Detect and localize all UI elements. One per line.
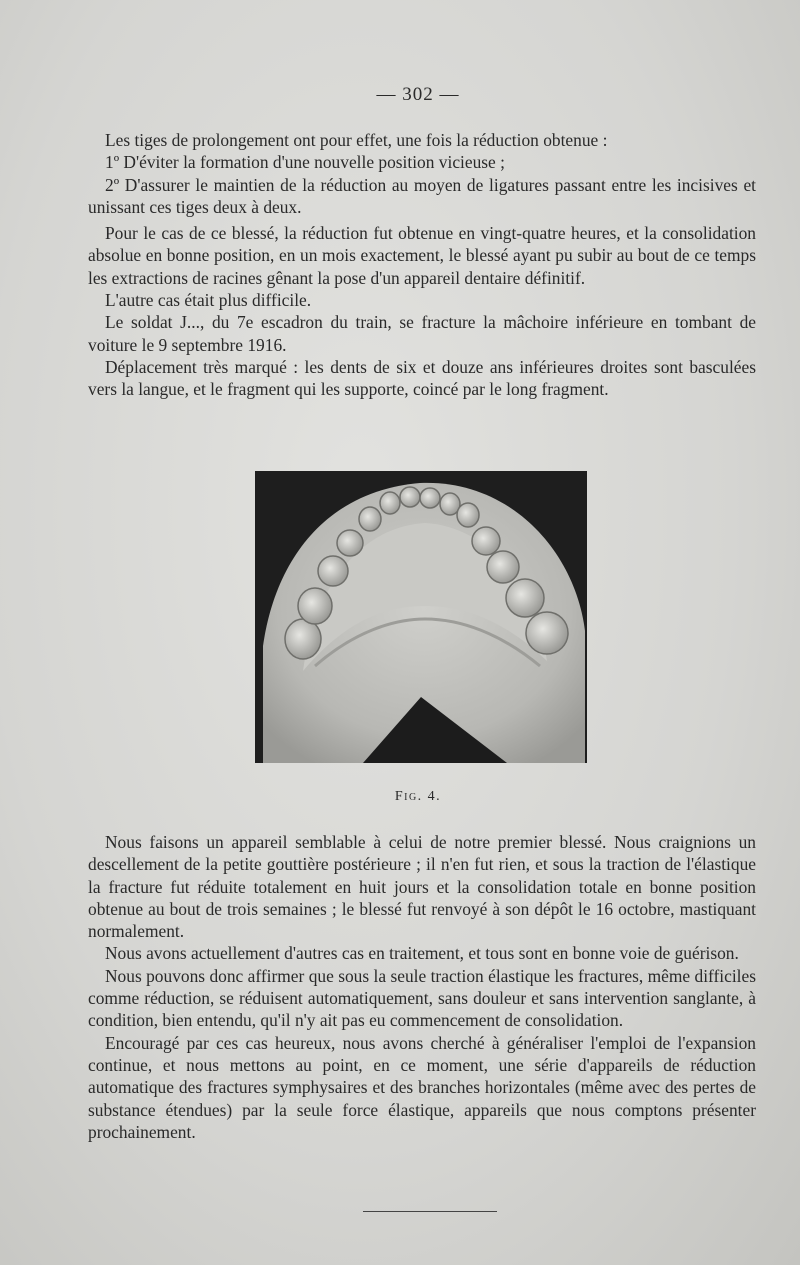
figure-jaw-cast-photo — [255, 471, 587, 763]
paragraph: Pour le cas de ce blessé, la réduction fut obtenue en vingt-quatre heures, et la consolidation absolue en bonne position, en un mois exactement, le blessé ayant pu subir au bout de ce temps les extractions de racines gênant la pose d'un appareil dentaire définitif. — [88, 223, 756, 288]
figure-caption — [0, 789, 800, 805]
paragraph: Encouragé par ces cas heureux, nous avons cherché à généraliser l'emploi de l'expansion continue, et nous mettons au point, en ce moment, une série d'appareils de réduction automatique des fractures symphysaires et des branches horizontales (même avec des pertes de substance étendues) par la seule force élastique, appareils que nous comptons présenter prochainement. — [88, 1032, 756, 1142]
list-item: 2º D'assurer le maintien de la réduction au moyen de ligatures passant entre les incisives et unissant ces tiges deux à deux. — [88, 174, 756, 217]
paragraph: Nous faisons un appareil semblable à celui de notre premier blessé. Nous craignions un descellement de la petite gouttière postérieure ; il n'en fut rien, et sous la traction de l'élastique la fracture fut réduite totalement en huit jours et la consolidation totale en bonne position obtenue au bout de trois semaines ; le blessé fut renvoyé à son dépôt le 16 octobre, mastiquant normalement. — [88, 832, 756, 942]
paragraph: Nous pouvons donc affirmer que sous la seule traction élastique les fractures, même difficiles comme réduction, se réduisent automatiquement, sans douleur et sans intervention sanglante, à condition, bien entendu, qu'il n'y ait pas eu commencement de consolidation. — [88, 965, 756, 1031]
paragraph: Les tiges de prolongement ont pour effet, une fois la réduction obtenue : — [105, 130, 608, 150]
page-number: — 302 — — [376, 84, 460, 105]
jaw-cast-illustration — [255, 471, 587, 763]
paragraph: Nous avons actuellement d'autres cas en traitement, et tous sont en bonne voie de guérison. — [105, 943, 739, 964]
lower-text-block — [88, 831, 756, 1143]
end-rule — [363, 1211, 497, 1212]
paragraph: Le soldat J..., du 7e escadron du train, se fracture la mâchoire inférieure en tombant de voiture le 9 septembre 1916. — [88, 312, 756, 355]
upper-text-block — [88, 129, 756, 401]
list-item: 1º D'éviter la formation d'une nouvelle position vicieuse ; — [105, 152, 505, 173]
caption-number: 4. — [427, 789, 442, 804]
paragraph: Déplacement très marqué : les dents de six et douze ans inférieures droites sont basculées vers la langue, et le fragment qui les supporte, coincé par le long fragment. — [88, 356, 756, 400]
caption-prefix: Fig. — [394, 789, 423, 804]
paragraph: L'autre cas était plus difficile. — [105, 290, 312, 311]
